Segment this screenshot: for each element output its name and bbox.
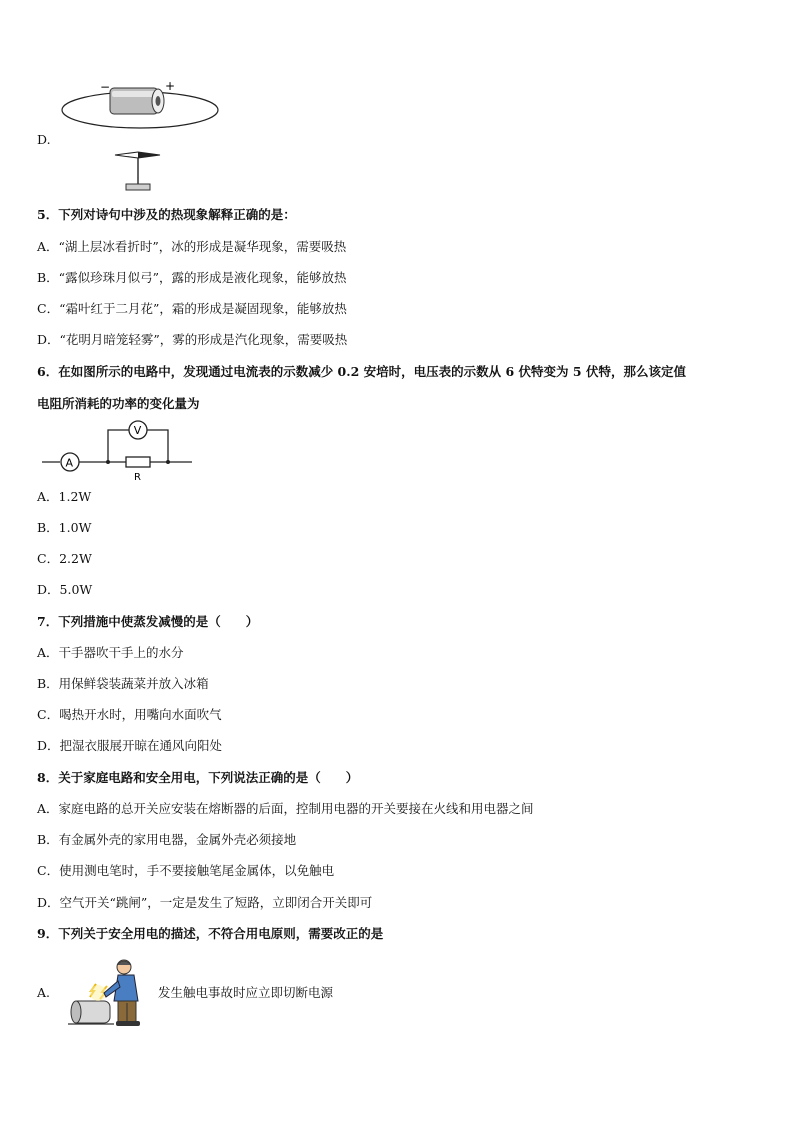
- q5-option-b: B．“露似珍珠月似弓”，露的形成是液化现象，能够放热: [37, 270, 347, 285]
- q9-stem: 9．下列关于安全用电的描述，不符合用电原则，需要改正的是: [37, 926, 384, 941]
- q5-option-c: C．“霜叶红于二月花”，霜的形成是凝固现象，能够放热: [37, 301, 347, 316]
- battery-highlight: [112, 91, 156, 97]
- person-shoes: [116, 1021, 140, 1026]
- voltmeter-label: V: [133, 424, 142, 437]
- q8-option-d: D．空气开关“跳闸”，一定是发生了短路，立即闭合开关即可: [37, 895, 373, 910]
- q8-option-b: B．有金属外壳的家用电器，金属外壳必须接地: [37, 832, 297, 847]
- q6-stem-line2: 电阻所消耗的功率的变化量为: [37, 396, 200, 411]
- minus-sign: −: [100, 80, 111, 94]
- battery-loop-diagram: [60, 78, 230, 198]
- q6-option-c: C．2.2W: [37, 551, 92, 566]
- q5-option-d: D．“花明月暗笼轻雾”，雾的形成是汽化现象，需要吸热: [37, 332, 348, 347]
- q5-option-a: A．“湖上层冰看折时”，冰的形成是凝华现象，需要吸热: [37, 239, 347, 254]
- battery-terminal-cap: [156, 96, 161, 106]
- ammeter-label: A: [65, 456, 74, 470]
- resistor-label: R: [134, 472, 141, 483]
- q7-stem: 7．下列措施中使蒸发减慢的是（ ）: [37, 614, 259, 629]
- plus-sign: +: [165, 79, 176, 93]
- q9-option-a-label: A.: [37, 985, 51, 1000]
- q6-option-a: A．1.2W: [37, 489, 92, 504]
- compass-needle-dark-half: [138, 152, 160, 158]
- needle-stand-base: [126, 184, 150, 190]
- q9-option-a-text: 发生触电事故时应立即切断电源: [158, 985, 334, 1000]
- resistor-symbol: [126, 457, 150, 467]
- q6-option-b: B．1.0W: [37, 520, 92, 535]
- q7-option-d: D．把湿衣服展开晾在通风向阳处: [37, 738, 223, 753]
- q8-option-c: C．使用测电笔时，手不要接触笔尾金属体，以免触电: [37, 863, 335, 878]
- q6-option-d: D．5.0W: [37, 582, 93, 597]
- q8-stem: 8．关于家庭电路和安全用电，下列说法正确的是（ ）: [37, 770, 359, 785]
- q6-stem-line1: 6．在如图所示的电路中，发现通过电流表的示数减少 0.2 安培时，电压表的示数从 6 伏特变为 5 伏特，那么该定值: [37, 364, 686, 379]
- q7-option-b: B．用保鲜袋装蔬菜并放入冰箱: [37, 676, 209, 691]
- q5-stem: 5．下列对诗句中涉及的热现象解释正确的是：: [37, 207, 296, 222]
- q7-option-a: A．干手器吹干手上的水分: [37, 645, 184, 660]
- q7-option-c: C．喝热开水时，用嘴向水面吹气: [37, 707, 222, 722]
- q8-option-a: A．家庭电路的总开关应安装在熔断器的后面，控制用电器的开关要接在火线和用电器之间: [37, 801, 534, 816]
- machine-end: [71, 1001, 81, 1023]
- q4-option-d-label: D.: [37, 132, 51, 147]
- electric-shock-illustration: [68, 957, 152, 1029]
- circuit-diagram: [40, 420, 200, 485]
